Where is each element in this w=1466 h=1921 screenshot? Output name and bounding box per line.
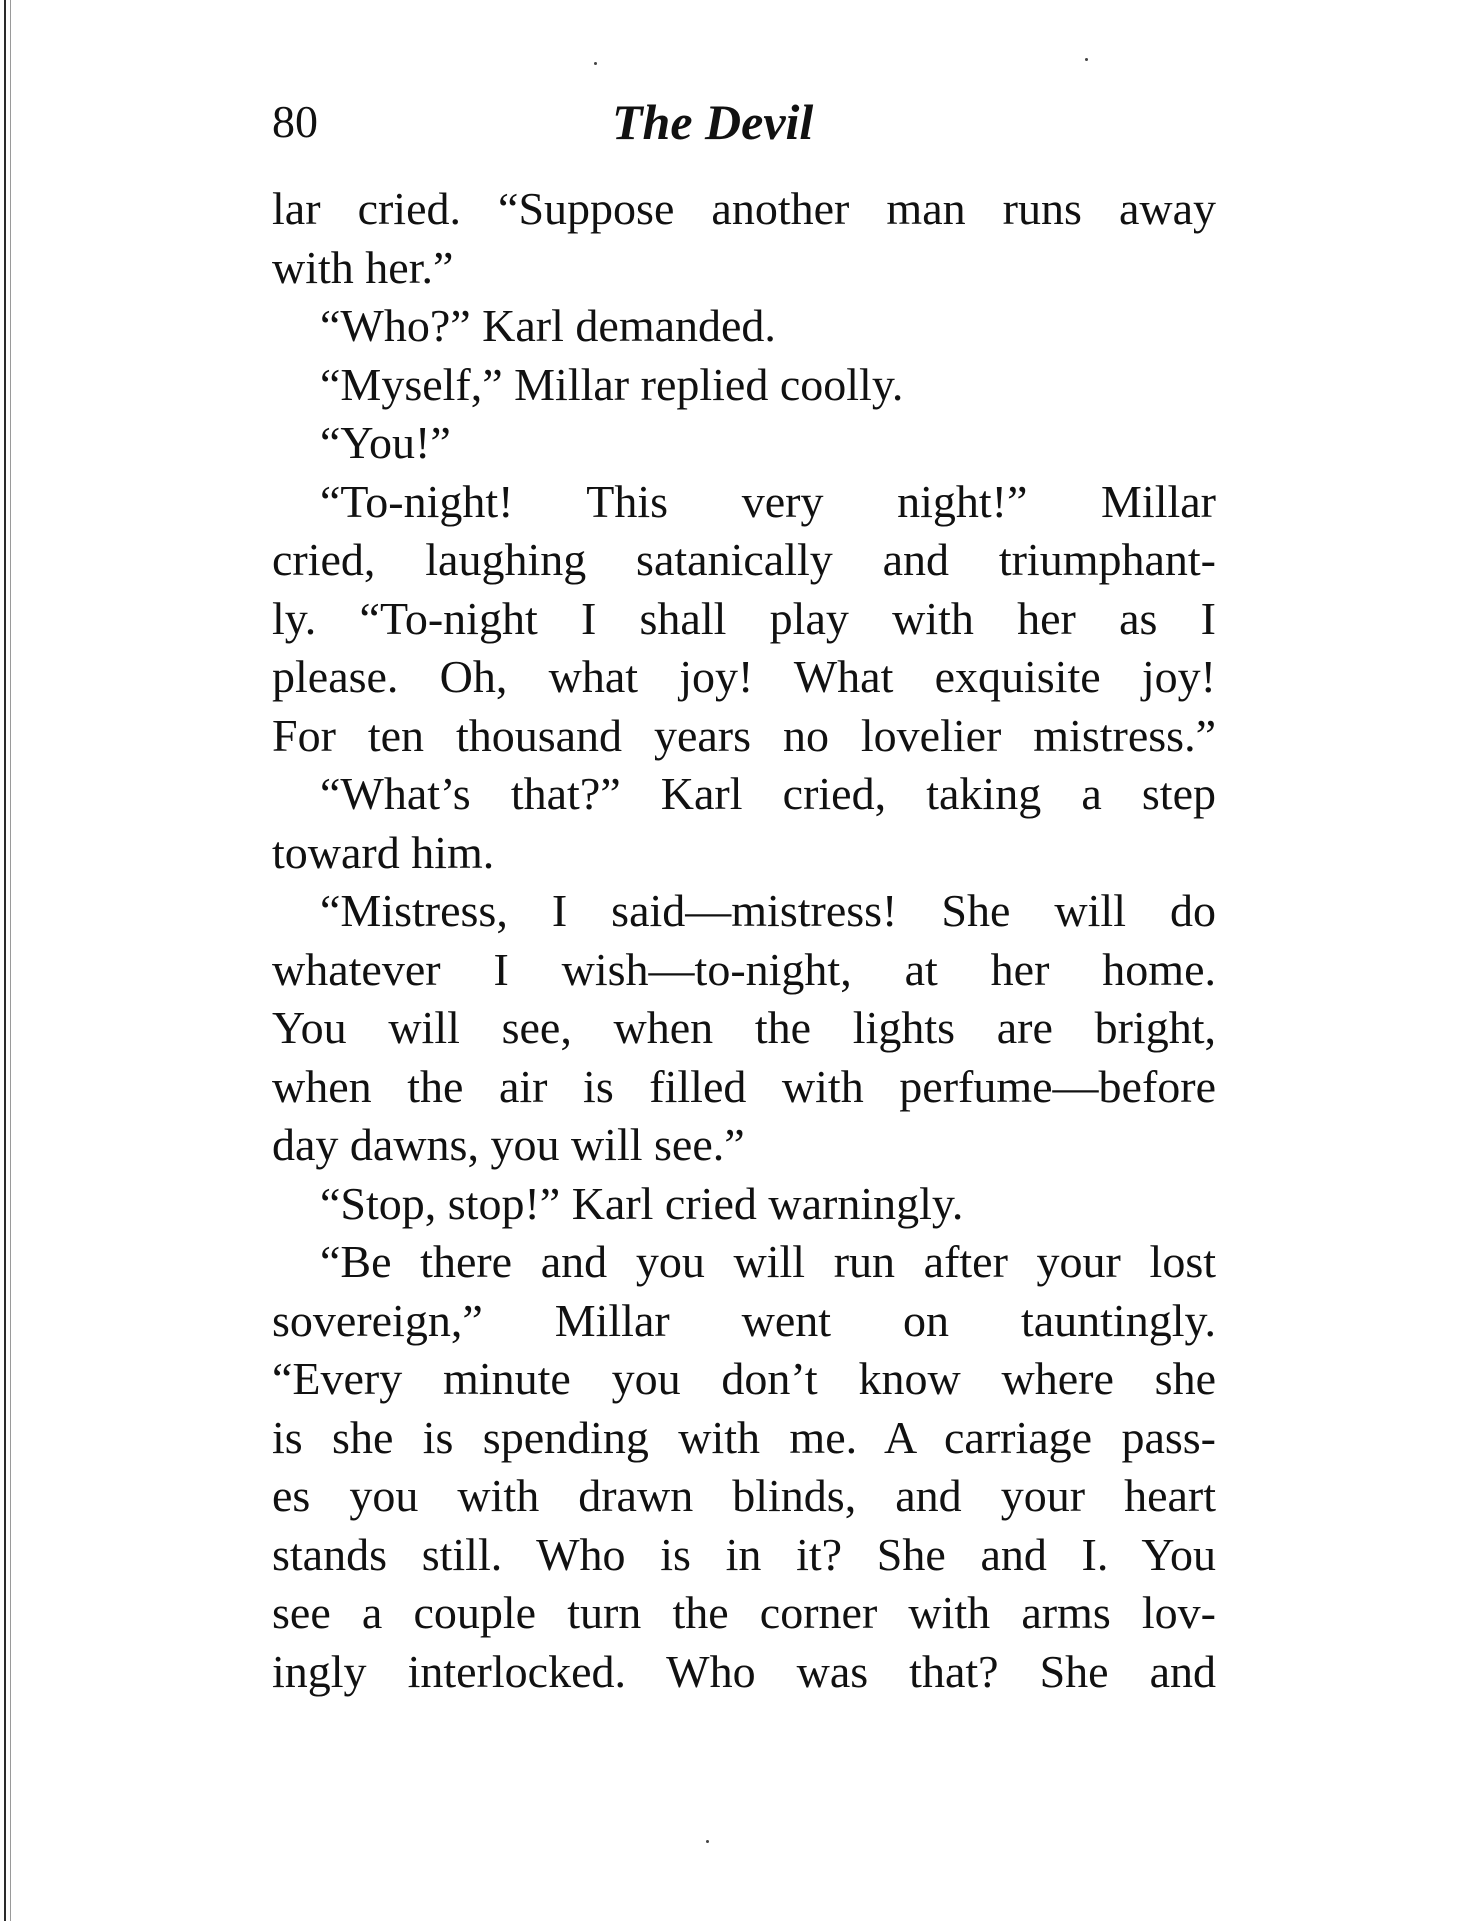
text-line: cried, laughing satanically and triumphant- bbox=[272, 534, 1216, 585]
text-line: whatever I wish—to-night, at her home. bbox=[272, 943, 1216, 995]
text-line: es you with drawn blinds, and your heart bbox=[272, 1470, 1216, 1521]
text-line: “Myself,” Millar replied coolly. bbox=[320, 358, 904, 410]
text-line: with her.” bbox=[272, 241, 454, 293]
text-line: lar cried. “Suppose another man runs away bbox=[272, 183, 1216, 234]
text-line: day dawns, you will see.” bbox=[272, 1119, 745, 1170]
text-line: “Be there and you will run after your lost bbox=[320, 1236, 1216, 1287]
page-header bbox=[272, 92, 1216, 152]
text-line: is she is spending with me. A carriage pass- bbox=[272, 1411, 1216, 1463]
text-line: “Mistress, I said—mistress! She will do bbox=[320, 885, 1216, 936]
page-edge-line-inner bbox=[10, 0, 11, 1921]
page-number: 80 bbox=[272, 96, 318, 147]
print-speck bbox=[1085, 58, 1088, 61]
text-line: You will see, when the lights are bright, bbox=[272, 1002, 1216, 1053]
text-line: ly. “To-night I shall play with her as I bbox=[272, 592, 1216, 644]
print-speck bbox=[706, 1840, 709, 1843]
text-line: For ten thousand years no lovelier mistress.” bbox=[272, 709, 1216, 761]
text-line: see a couple turn the corner with arms lov- bbox=[272, 1587, 1216, 1638]
text-line: toward him. bbox=[272, 826, 495, 878]
text-line: “To-night! This very night!” Millar bbox=[320, 475, 1216, 527]
text-line: “What’s that?” Karl cried, taking a step bbox=[320, 768, 1216, 819]
text-line: stands still. Who is in it? She and I. You bbox=[272, 1528, 1216, 1580]
text-line: when the air is filled with perfume—before bbox=[272, 1060, 1216, 1112]
text-line: please. Oh, what joy! What exquisite joy! bbox=[272, 651, 1216, 702]
text-line: “Every minute you don’t know where she bbox=[272, 1353, 1216, 1404]
text-line: ingly interlocked. Who was that? She and bbox=[272, 1645, 1216, 1697]
print-speck bbox=[594, 62, 597, 65]
text-line: “You!” bbox=[320, 417, 451, 468]
text-line: “Who?” Karl demanded. bbox=[320, 300, 776, 351]
text-line: “Stop, stop!” Karl cried warningly. bbox=[320, 1177, 964, 1229]
page-edge-line bbox=[4, 0, 6, 1921]
text-line: sovereign,” Millar went on tauntingly. bbox=[272, 1294, 1216, 1346]
running-title: The Devil bbox=[612, 94, 814, 150]
body-text bbox=[272, 180, 1216, 1701]
